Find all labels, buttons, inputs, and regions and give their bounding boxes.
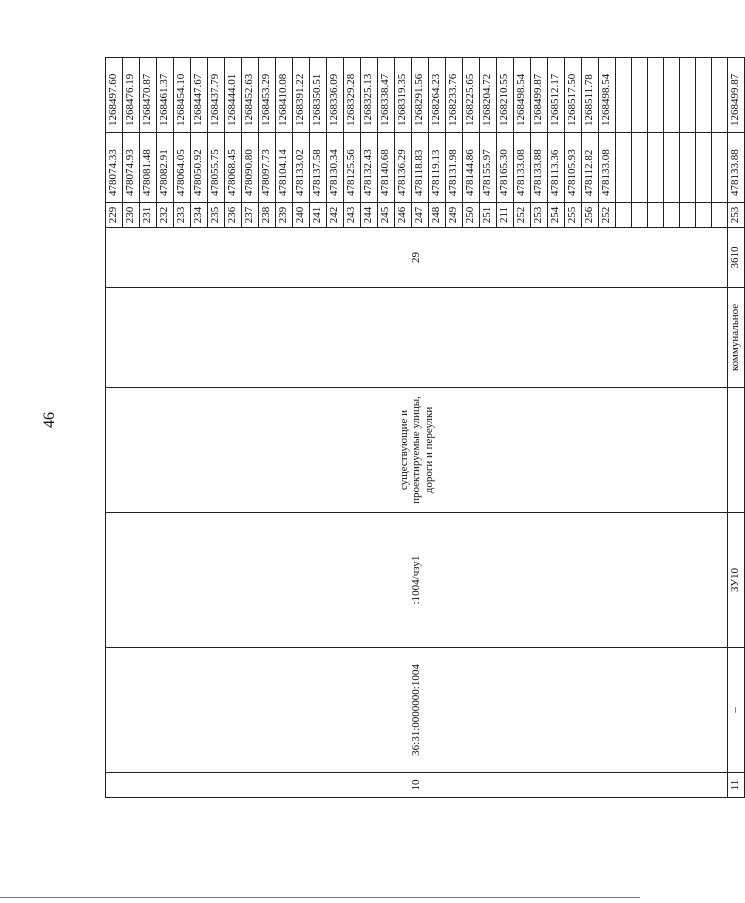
empty-cell — [664, 133, 680, 203]
y-coordinate-cell: 1268453.29 — [259, 58, 276, 133]
point-number-cell: 247 — [412, 203, 429, 228]
page-bottom-rule — [0, 897, 640, 898]
empty-cell — [648, 58, 664, 133]
purpose-cell — [728, 388, 745, 513]
x-coordinate-cell: 478133.88 — [531, 133, 548, 203]
x-coordinate-cell: 478131.98 — [446, 133, 463, 203]
empty-cell — [712, 133, 728, 203]
x-coordinate-cell: 478165.30 — [497, 133, 514, 203]
y-coordinate-cell: 1268391.22 — [293, 58, 310, 133]
y-coordinate-cell: 1268498.54 — [599, 58, 616, 133]
empty-cell — [696, 203, 712, 228]
x-coordinate-cell: 478130.34 — [327, 133, 344, 203]
parcel-number-cell: 11 — [728, 773, 745, 798]
y-coordinate-cell: 1268498.54 — [514, 58, 531, 133]
y-coordinate-cell: 1268319.35 — [395, 58, 412, 133]
y-coordinate-cell: 1268437.79 — [208, 58, 225, 133]
y-coordinate-cell: 1268499.87 — [531, 58, 548, 133]
point-number-cell: 252 — [599, 203, 616, 228]
empty-cell — [696, 58, 712, 133]
x-coordinate-cell: 478133.02 — [293, 133, 310, 203]
point-number-cell: 241 — [310, 203, 327, 228]
empty-cell — [616, 58, 632, 133]
y-coordinate-cell: 1268499.87 — [728, 58, 745, 133]
point-number-cell: 253 — [531, 203, 548, 228]
empty-cell — [616, 203, 632, 228]
x-coordinate-cell: 478125.56 — [344, 133, 361, 203]
x-coordinate-cell: 478090.80 — [242, 133, 259, 203]
cadastral-number-cell: 36:31:0000000:1004 — [106, 648, 728, 773]
point-number-cell: 250 — [463, 203, 480, 228]
x-coordinate-cell: 478074.93 — [123, 133, 140, 203]
ownership-form-cell: коммунальное — [728, 288, 745, 388]
empty-cell — [680, 58, 696, 133]
cadastral-number-cell: – — [728, 648, 745, 773]
y-coordinate-cell: 1268336.09 — [327, 58, 344, 133]
point-number-cell: 232 — [157, 203, 174, 228]
x-coordinate-cell: 478132.43 — [361, 133, 378, 203]
point-number-cell: 254 — [548, 203, 565, 228]
y-coordinate-cell: 1268444.01 — [225, 58, 242, 133]
point-number-cell: 235 — [208, 203, 225, 228]
area-cell: 3610 — [728, 228, 745, 288]
point-number-cell: 248 — [429, 203, 446, 228]
table-row — [728, 58, 745, 798]
point-number-cell: 243 — [344, 203, 361, 228]
point-number-cell: 238 — [259, 203, 276, 228]
y-coordinate-cell: 1268210.55 — [497, 58, 514, 133]
empty-cell — [712, 58, 728, 133]
y-coordinate-cell: 1268476.19 — [123, 58, 140, 133]
point-number-cell: 233 — [174, 203, 191, 228]
y-coordinate-cell: 1268517.50 — [565, 58, 582, 133]
parcel-number-cell: 10 — [106, 773, 728, 798]
empty-cell — [696, 133, 712, 203]
point-number-cell: 240 — [293, 203, 310, 228]
point-number-cell: 234 — [191, 203, 208, 228]
y-coordinate-cell: 1268497.60 — [106, 58, 123, 133]
ownership-form-cell — [106, 288, 728, 388]
point-number-cell: 242 — [327, 203, 344, 228]
point-number-cell: 237 — [242, 203, 259, 228]
point-number-cell: 252 — [514, 203, 531, 228]
page-number: 46 — [41, 412, 58, 428]
x-coordinate-cell: 478068.45 — [225, 133, 242, 203]
y-coordinate-cell: 1268447.67 — [191, 58, 208, 133]
x-coordinate-cell: 478155.97 — [480, 133, 497, 203]
point-number-cell: 239 — [276, 203, 293, 228]
empty-cell — [648, 133, 664, 203]
purpose-cell: существующие и проектируемые улицы, дороги и переулки — [106, 388, 728, 513]
empty-cell — [648, 203, 664, 228]
x-coordinate-cell: 478082.91 — [157, 133, 174, 203]
x-coordinate-cell: 478112.82 — [582, 133, 599, 203]
empty-cell — [632, 133, 648, 203]
empty-cell — [632, 58, 648, 133]
designation-cell: ЗУ10 — [728, 513, 745, 648]
y-coordinate-cell: 1268454.10 — [174, 58, 191, 133]
point-number-cell: 244 — [361, 203, 378, 228]
rotated-table-container — [105, 58, 742, 798]
point-number-cell: 231 — [140, 203, 157, 228]
empty-cell — [616, 133, 632, 203]
y-coordinate-cell: 1268225.65 — [463, 58, 480, 133]
point-number-cell: 251 — [480, 203, 497, 228]
point-number-cell: 253 — [728, 203, 745, 228]
point-number-cell: 245 — [378, 203, 395, 228]
y-coordinate-cell: 1268511.78 — [582, 58, 599, 133]
point-number-cell: 230 — [123, 203, 140, 228]
y-coordinate-cell: 1268329.28 — [344, 58, 361, 133]
y-coordinate-cell: 1268233.76 — [446, 58, 463, 133]
empty-cell — [712, 203, 728, 228]
x-coordinate-cell: 478081.48 — [140, 133, 157, 203]
empty-cell — [680, 203, 696, 228]
empty-cell — [664, 203, 680, 228]
empty-cell — [664, 58, 680, 133]
y-coordinate-cell: 1268204.72 — [480, 58, 497, 133]
y-coordinate-cell: 1268291.56 — [412, 58, 429, 133]
x-coordinate-cell: 478137.58 — [310, 133, 327, 203]
area-cell: 29 — [106, 228, 728, 288]
x-coordinate-cell: 478055.75 — [208, 133, 225, 203]
point-number-cell: 255 — [565, 203, 582, 228]
designation-cell: :1004/чзу1 — [106, 513, 728, 648]
x-coordinate-cell: 478105.93 — [565, 133, 582, 203]
y-coordinate-cell: 1268452.63 — [242, 58, 259, 133]
x-coordinate-cell: 478113.36 — [548, 133, 565, 203]
x-coordinate-cell: 478050.92 — [191, 133, 208, 203]
point-number-cell: 229 — [106, 203, 123, 228]
x-coordinate-cell: 478140.68 — [378, 133, 395, 203]
y-coordinate-cell: 1268470.87 — [140, 58, 157, 133]
y-coordinate-cell: 1268350.51 — [310, 58, 327, 133]
point-number-cell: 211 — [497, 203, 514, 228]
empty-cell — [632, 203, 648, 228]
y-coordinate-cell: 1268325.13 — [361, 58, 378, 133]
table-row — [106, 58, 123, 798]
x-coordinate-cell: 478133.08 — [599, 133, 616, 203]
x-coordinate-cell: 478133.08 — [514, 133, 531, 203]
x-coordinate-cell: 478118.83 — [412, 133, 429, 203]
y-coordinate-cell: 1268410.08 — [276, 58, 293, 133]
x-coordinate-cell: 478097.73 — [259, 133, 276, 203]
point-number-cell: 256 — [582, 203, 599, 228]
point-number-cell: 236 — [225, 203, 242, 228]
x-coordinate-cell: 478144.86 — [463, 133, 480, 203]
x-coordinate-cell: 478074.33 — [106, 133, 123, 203]
x-coordinate-cell: 478104.14 — [276, 133, 293, 203]
x-coordinate-cell: 478119.13 — [429, 133, 446, 203]
y-coordinate-cell: 1268461.37 — [157, 58, 174, 133]
point-number-cell: 246 — [395, 203, 412, 228]
x-coordinate-cell: 478064.05 — [174, 133, 191, 203]
y-coordinate-cell: 1268512.17 — [548, 58, 565, 133]
coordinates-table — [105, 57, 745, 798]
y-coordinate-cell: 1268264.23 — [429, 58, 446, 133]
empty-cell — [680, 133, 696, 203]
x-coordinate-cell: 478136.29 — [395, 133, 412, 203]
x-coordinate-cell: 478133.88 — [728, 133, 745, 203]
y-coordinate-cell: 1268338.47 — [378, 58, 395, 133]
point-number-cell: 249 — [446, 203, 463, 228]
